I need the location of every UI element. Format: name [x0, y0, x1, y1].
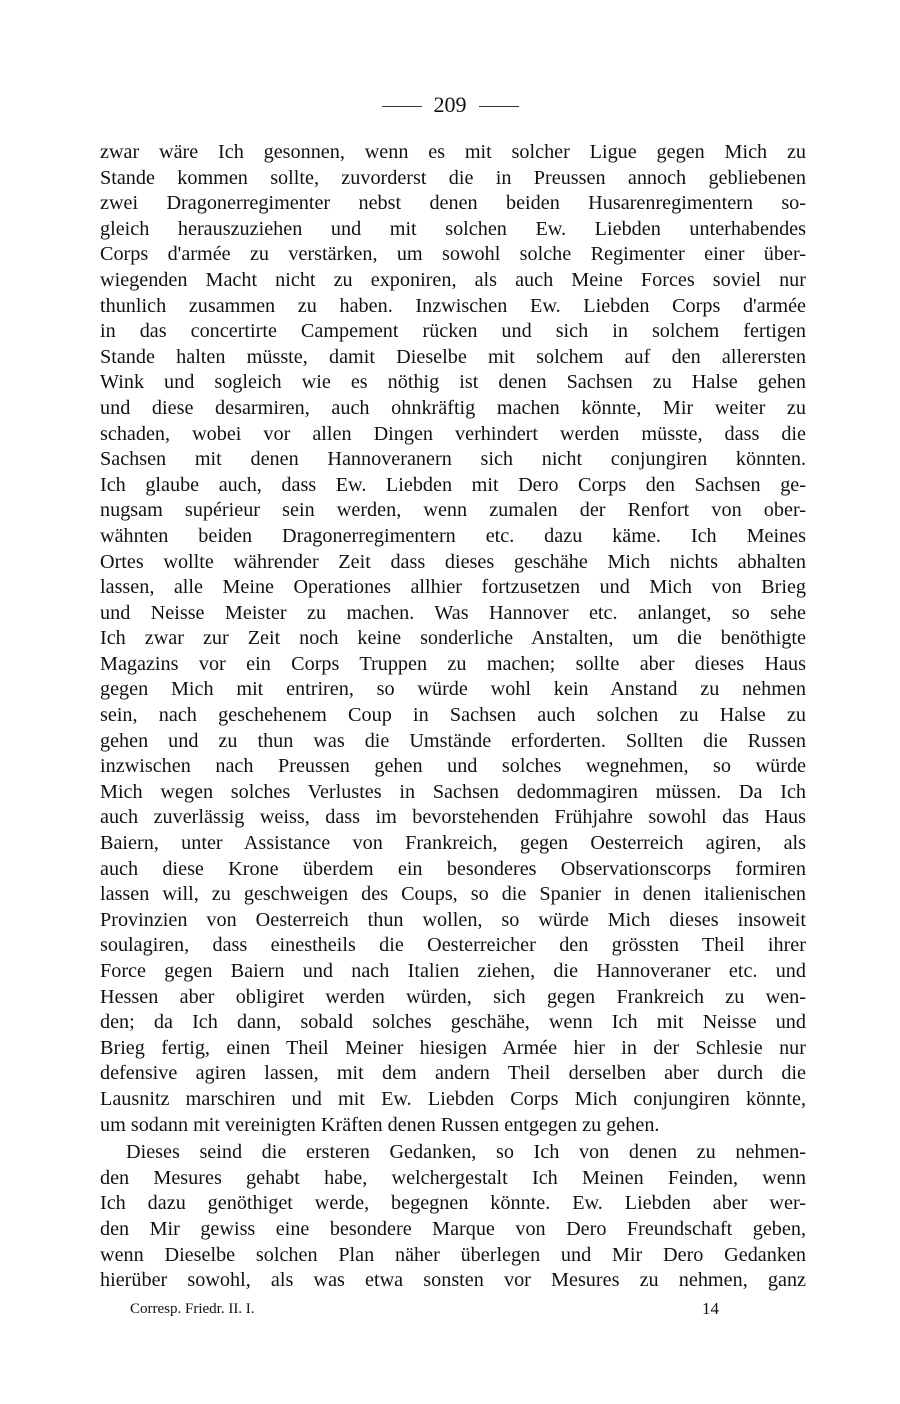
text-line: Mich wegen solches Verlustes in Sachsen dedommagiren müssen. Da Ich	[100, 780, 806, 803]
body-text	[100, 140, 806, 1294]
text-line: Dieses seind die ersteren Gedanken, so Ich von denen zu nehmen-	[126, 1141, 806, 1164]
text-line: und diese desarmiren, auch ohnkräftig machen könnte, Mir weiter zu	[100, 396, 806, 419]
text-line: lassen, alle Meine Operationes allhier fortzusetzen und Mich von Brieg	[100, 576, 806, 599]
text-line: Hessen aber obligiret werden würden, sich gegen Frankreich zu wen-	[100, 985, 806, 1008]
text-line: zwei Dragonerregimenter nebst denen beiden Husarenregimentern so-	[100, 192, 806, 215]
text-line: wenn Dieselbe solchen Plan näher überlegen und Mir Dero Gedanken	[100, 1243, 806, 1266]
text-line: gehen und zu thun was die Umstände erforderten. Sollten die Russen	[100, 729, 806, 752]
text-line: und Neisse Meister zu machen. Was Hannover etc. anlanget, so sehe	[100, 601, 806, 624]
footer-signature: Corresp. Friedr. II. I.	[130, 1301, 255, 1317]
text-line: um sodann mit vereinigten Kräften denen Russen entgegen zu gehen.	[100, 1113, 660, 1136]
text-line: Force gegen Baiern und nach Italien ziehen, die Hannoveraner etc. und	[100, 960, 806, 982]
text-line: Ortes wollte währender Zeit dass dieses geschähe Mich nichts abhalten	[100, 550, 806, 573]
text-line: den; da Ich dann, sobald solches geschähe, wenn Ich mit Neisse und	[100, 1011, 806, 1034]
text-line: Wink und sogleich wie es nöthig ist denen Sachsen zu Halse gehen	[100, 371, 806, 394]
text-line: Provinzien von Oesterreich thun wollen, so würde Mich dieses insoweit	[100, 908, 806, 931]
text-line: den Mesures gehabt habe, welchergestalt Ich Meinen Feinden, wenn	[100, 1166, 806, 1189]
text-line: schaden, wobei vor allen Dingen verhindert werden müsste, dass die	[100, 422, 806, 445]
text-line: nugsam supérieur sein werden, wenn zumalen der Renfort von ober-	[100, 499, 806, 522]
text-line: wähnten beiden Dragonerregimentern etc. dazu käme. Ich Meines	[100, 524, 806, 547]
text-line: Lausnitz marschiren und mit Ew. Liebden Corps Mich conjungiren könnte,	[100, 1087, 806, 1110]
text-line: lassen will, zu geschweigen des Coups, so die Spanier in denen italienischen	[100, 883, 806, 906]
text-line: soulagiren, dass einestheils die Oesterreicher den grössten Theil ihrer	[100, 934, 806, 957]
text-line: den Mir gewiss eine besondere Marque von Dero Freundschaft geben,	[100, 1217, 806, 1240]
text-line: Ich dazu genöthiget werde, begegnen könnte. Ew. Liebden aber wer-	[100, 1192, 806, 1215]
header-rule-right	[479, 106, 519, 107]
text-line: auch zuverlässig weiss, dass im bevorstehenden Frühjahre sowohl das Haus	[100, 806, 806, 829]
footer-sheet-number: 14	[702, 1299, 719, 1318]
text-line: Baiern, unter Assistance von Frankreich, gegen Oesterreich agiren, als	[100, 832, 806, 855]
header-rule-left	[382, 106, 422, 107]
text-line: thunlich zusammen zu haben. Inzwischen Ew. Liebden Corps d'armée	[100, 294, 806, 317]
text-line: zwar wäre Ich gesonnen, wenn es mit solcher Ligue gegen Mich zu	[100, 141, 806, 163]
text-line: Corps d'armée zu verstärken, um sowohl solche Regimenter einer über-	[100, 243, 806, 266]
text-line: gleich herauszuziehen und mit solchen Ew. Liebden unterhabendes	[100, 217, 806, 240]
text-line: Sachsen mit denen Hannoveranern sich nicht conjungiren könnten.	[100, 448, 806, 471]
text-line: auch diese Krone überdem ein besonderes Observationscorps formiren	[100, 857, 806, 880]
text-line: gegen Mich mit entriren, so würde wohl kein Anstand zu nehmen	[100, 678, 806, 701]
text-line: Stande halten müsste, damit Dieselbe mit solchem auf den allerersten	[100, 345, 806, 368]
text-line: Stande kommen sollte, zuvorderst die in Preussen annoch gebliebenen	[100, 166, 806, 189]
text-line: wiegenden Macht nicht zu exponiren, als auch Meine Forces soviel nur	[100, 268, 806, 291]
text-line: inzwischen nach Preussen gehen und solches wegnehmen, so würde	[100, 755, 806, 778]
text-line: Ich glaube auch, dass Ew. Liebden mit Dero Corps den Sachsen ge-	[100, 473, 806, 496]
text-line: sein, nach geschehenem Coup in Sachsen auch solchen zu Halse zu	[100, 704, 806, 727]
page-header	[0, 92, 900, 118]
text-line: Magazins vor ein Corps Truppen zu machen; sollte aber dieses Haus	[100, 652, 806, 675]
text-line: defensive agiren lassen, mit dem andern Theil derselben aber durch die	[100, 1062, 806, 1085]
text-line: Brieg fertig, einen Theil Meiner hiesigen Armée hier in der Schlesie nur	[100, 1036, 806, 1059]
text-line: hierüber sowohl, als was etwa sonsten vor Mesures zu nehmen, ganz	[100, 1269, 806, 1292]
text-line: in das concertirte Campement rücken und sich in solchem fertigen	[100, 320, 806, 343]
text-line: Ich zwar zur Zeit noch keine sonderliche Anstalten, um die benöthigte	[100, 627, 806, 650]
page-number: 209	[433, 92, 467, 117]
